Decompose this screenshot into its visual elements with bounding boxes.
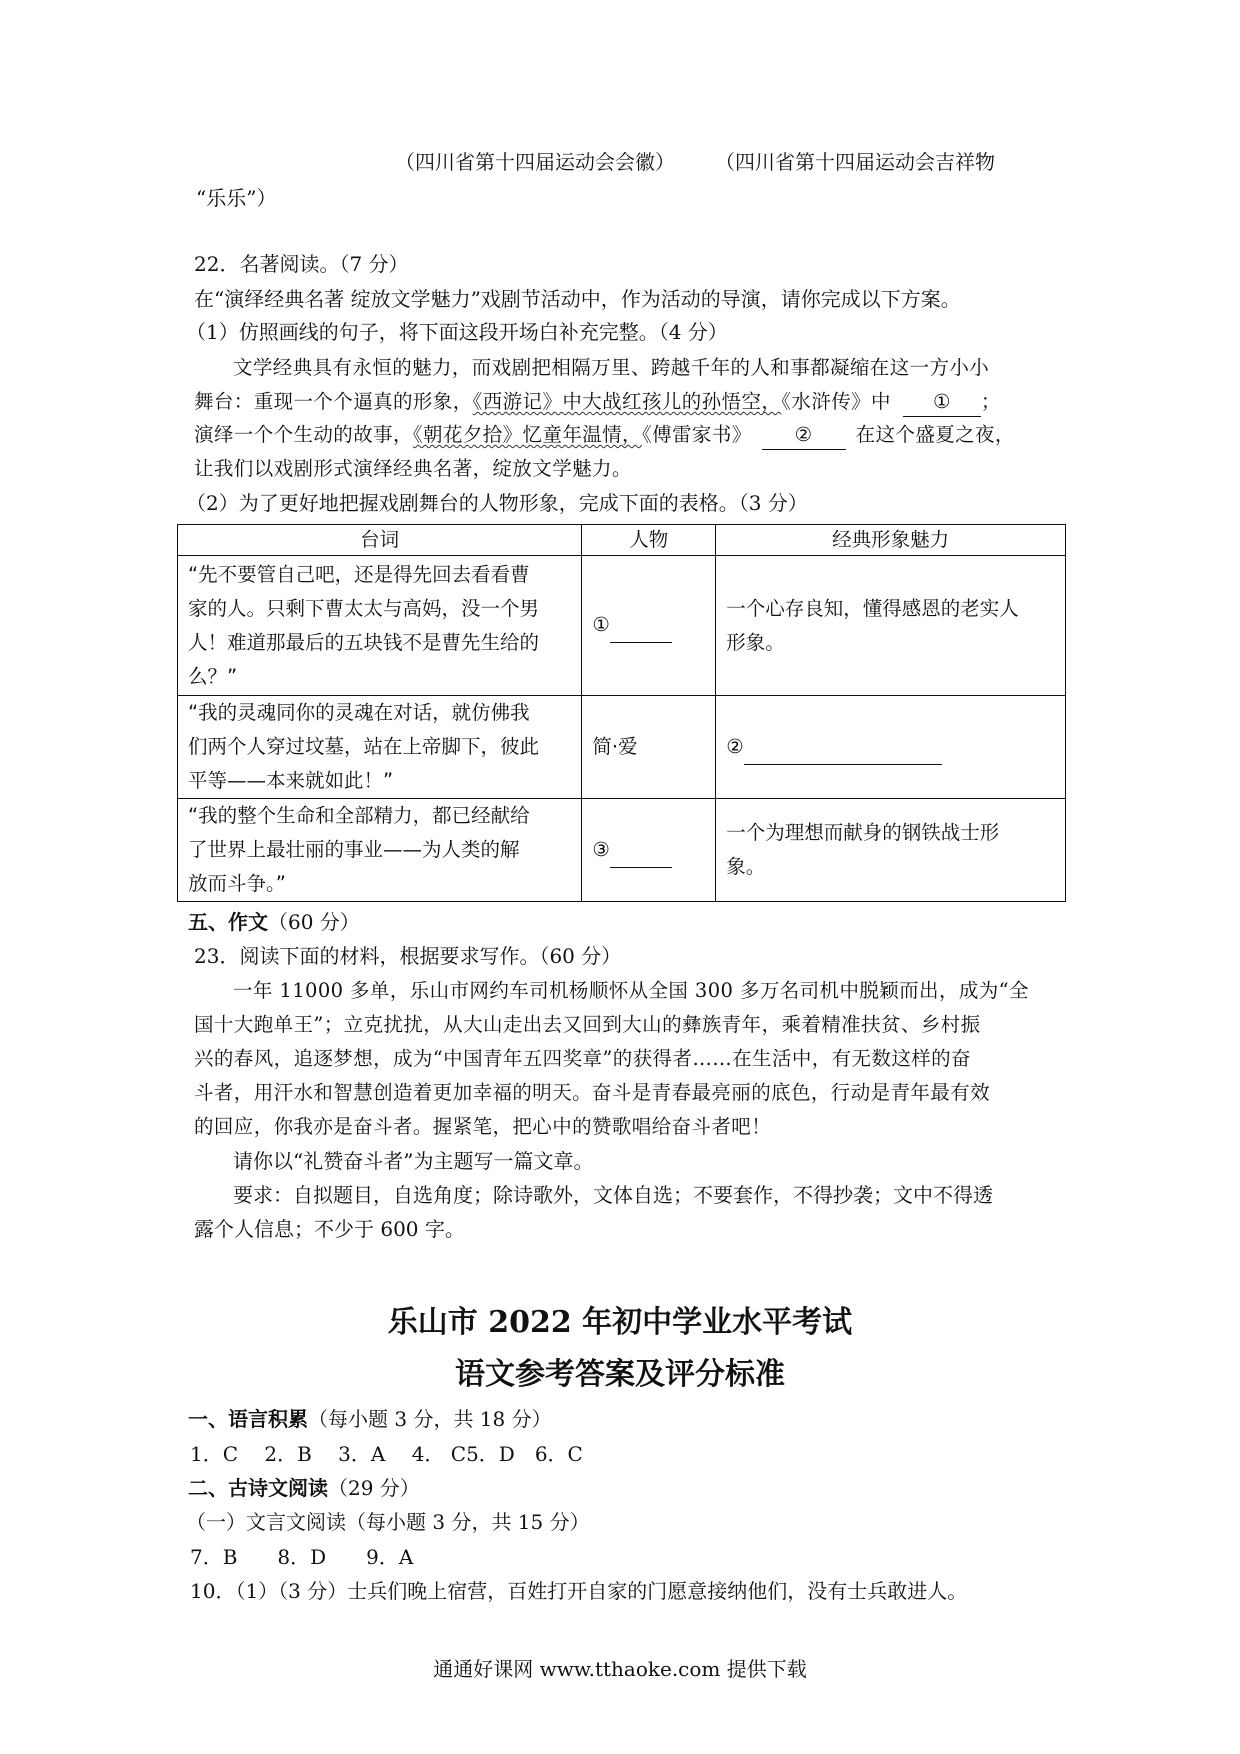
character-table [177, 524, 1066, 902]
blank-2[interactable]: ② [762, 421, 846, 450]
header-lines: 台词 [178, 525, 582, 556]
cell-person: 简·爱 [582, 696, 716, 799]
para-text: ； [980, 390, 1001, 413]
section-score: （29 分） [328, 1476, 420, 1500]
q22-title: 22．名著阅读。（7 分） [194, 252, 409, 276]
writing-requirements-cont: 露个人信息；不少于 600 字。 [194, 1217, 465, 1241]
answer-line[interactable] [610, 833, 672, 868]
material-line: 兴的春风，追逐梦想，成为“中国青年五四奖章”的获得者……在生活中，有无数这样的奋 [194, 1047, 971, 1070]
answer-q10: 10．（1）（3 分）士兵们晚上宿营，百姓打开自家的门愿意接纳他们，没有士兵敢进人。 [190, 1579, 968, 1603]
cell-line [178, 556, 582, 696]
para-text: 舞台：重现一个个逼真的形象， [194, 390, 473, 413]
table-row [178, 799, 1066, 902]
cell-charm [716, 556, 1066, 696]
line-text: “我的整个生命和全部精力，都已经献给 [188, 804, 530, 827]
section-score: （每小题 3 分，共 18 分） [308, 1407, 552, 1431]
header-charm: 经典形象魅力 [716, 525, 1066, 556]
person-blank-label: ③ [592, 837, 610, 861]
cell-person[interactable] [582, 556, 716, 696]
para-text: 《傅雷家书》 [641, 423, 752, 446]
charm-blank-label: ② [726, 734, 744, 758]
emblem-caption: （四川省第十四届运动会会徽） （四川省第十四届运动会吉祥物 [395, 150, 995, 174]
cell-person[interactable] [582, 799, 716, 902]
cell-charm [716, 799, 1066, 902]
footer-download-note: 通通好课网 www.tthaoke.com 提供下载 [433, 1657, 807, 1681]
material-line: 斗者，用汗水和智慧创造着更加幸福的明天。奋斗是青春最亮丽的底色，行动是青年最有效 [194, 1081, 991, 1104]
cell-charm[interactable] [716, 696, 1066, 799]
line-text: 么？” [188, 664, 238, 688]
line-text: “我的灵魂同你的灵魂在对话，就仿佛我 [188, 701, 530, 724]
charm-text: 一个心存良知，懂得感恩的老实人 [726, 596, 1019, 620]
q23-title: 23．阅读下面的材料，根据要求写作。（60 分） [194, 944, 622, 968]
underlined-example-1: 《西游记》中大战红孩儿的孙悟空， [472, 390, 782, 413]
line-text: 家的人。只剩下曹太太与高妈，没一个男 [188, 596, 540, 620]
mascot-caption-end: “乐乐”） [196, 186, 277, 210]
answer-section2-answers: 7．B 8．D 9．A [190, 1545, 414, 1569]
writing-task: 请你以“礼赞奋斗者”为主题写一篇文章。 [233, 1149, 594, 1173]
underlined-example-2: 《朝花夕拾》忆童年温情， [412, 423, 642, 446]
q22-intro: 在“演绎经典名著 绽放文学魅力”戏剧节活动中，作为活动的导演，请你完成以下方案。 [194, 287, 961, 311]
section-heading-text: 五、作文 [188, 910, 268, 934]
opening-para-line4: 让我们以戏剧形式演绎经典名著，绽放文学魅力。 [194, 457, 632, 480]
answer-line[interactable] [744, 730, 942, 765]
q22-part2: （2）为了更好地把握戏剧舞台的人物形象，完成下面的表格。（3 分） [186, 491, 808, 515]
answer-section2-heading [188, 1474, 420, 1502]
header-person: 人物 [582, 525, 716, 556]
section5-heading [188, 908, 360, 936]
line-text: 放而斗争。” [188, 872, 286, 895]
opening-para-line2 [194, 388, 1001, 417]
answer-line[interactable] [610, 608, 672, 643]
opening-para-line3 [194, 421, 1015, 450]
line-text: 们两个人穿过坟墓，站在上帝脚下，彼此 [188, 735, 540, 758]
line-text: 平等——本来就如此！” [188, 769, 394, 792]
person-blank-label: ① [592, 613, 610, 636]
para-text: 演绎一个个生动的故事， [194, 423, 413, 446]
para-text: 在这个盛夏之夜， [855, 423, 1015, 446]
cell-line [178, 799, 582, 902]
writing-requirements: 要求：自拟题目，自选角度；除诗歌外，文体自选；不要套作，不得抄袭；文中不得透 [233, 1183, 993, 1207]
answer-section1-heading [188, 1405, 552, 1433]
material-line: 的回应，你我亦是奋斗者。握紧笔，把心中的赞歌唱给奋斗者吧！ [194, 1115, 772, 1138]
section-heading-text: 二、古诗文阅读 [188, 1476, 328, 1500]
material-line: 一年 11000 多单，乐山市网约车司机杨顺怀从全国 300 多万名司机中脱颖而出，成为“全 [233, 979, 1029, 1002]
q22-part1: （1）仿照画线的句子，将下面这段开场白补充完整。（4 分） [186, 320, 728, 344]
charm-text: 形象。 [726, 630, 785, 654]
line-text: 了世界上最壮丽的事业——为人类的解 [188, 838, 520, 861]
cell-line [178, 696, 582, 799]
answer-key-title: 乐山市 2022 年初中学业水平考试 [387, 1305, 853, 1340]
section-score: （60 分） [268, 910, 360, 934]
table-header-row [178, 525, 1066, 556]
answer-key-subtitle: 语文参考答案及评分标准 [455, 1357, 785, 1392]
section-heading-text: 一、语言积累 [188, 1407, 308, 1431]
charm-text: 一个为理想而献身的钢铁战士形 [726, 821, 1000, 844]
line-text: “先不要管自己吧，还是得先回去看看曹 [188, 562, 530, 586]
material-line: 国十大跑单王”；立克扰扰，从大山走出去又回到大山的彝族青年，乘着精准扶贫、乡村振 [194, 1013, 981, 1036]
blank-1[interactable]: ① [903, 388, 981, 417]
opening-para-line1: 文学经典具有永恒的魅力，而戏剧把相隔万里、跨越千年的人和事都凝缩在这一方小小 [233, 356, 990, 379]
table-row [178, 696, 1066, 799]
answer-section2-sub: （一）文言文阅读（每小题 3 分，共 15 分） [186, 1510, 590, 1534]
answer-section1-answers: 1．C 2．B 3．A 4． C5．D 6．C [190, 1442, 583, 1466]
para-text: 《水浒传》中 [781, 390, 891, 413]
table-row [178, 556, 1066, 696]
charm-text: 象。 [726, 855, 766, 878]
line-text: 人！难道那最后的五块钱不是曹先生给的 [188, 630, 540, 654]
